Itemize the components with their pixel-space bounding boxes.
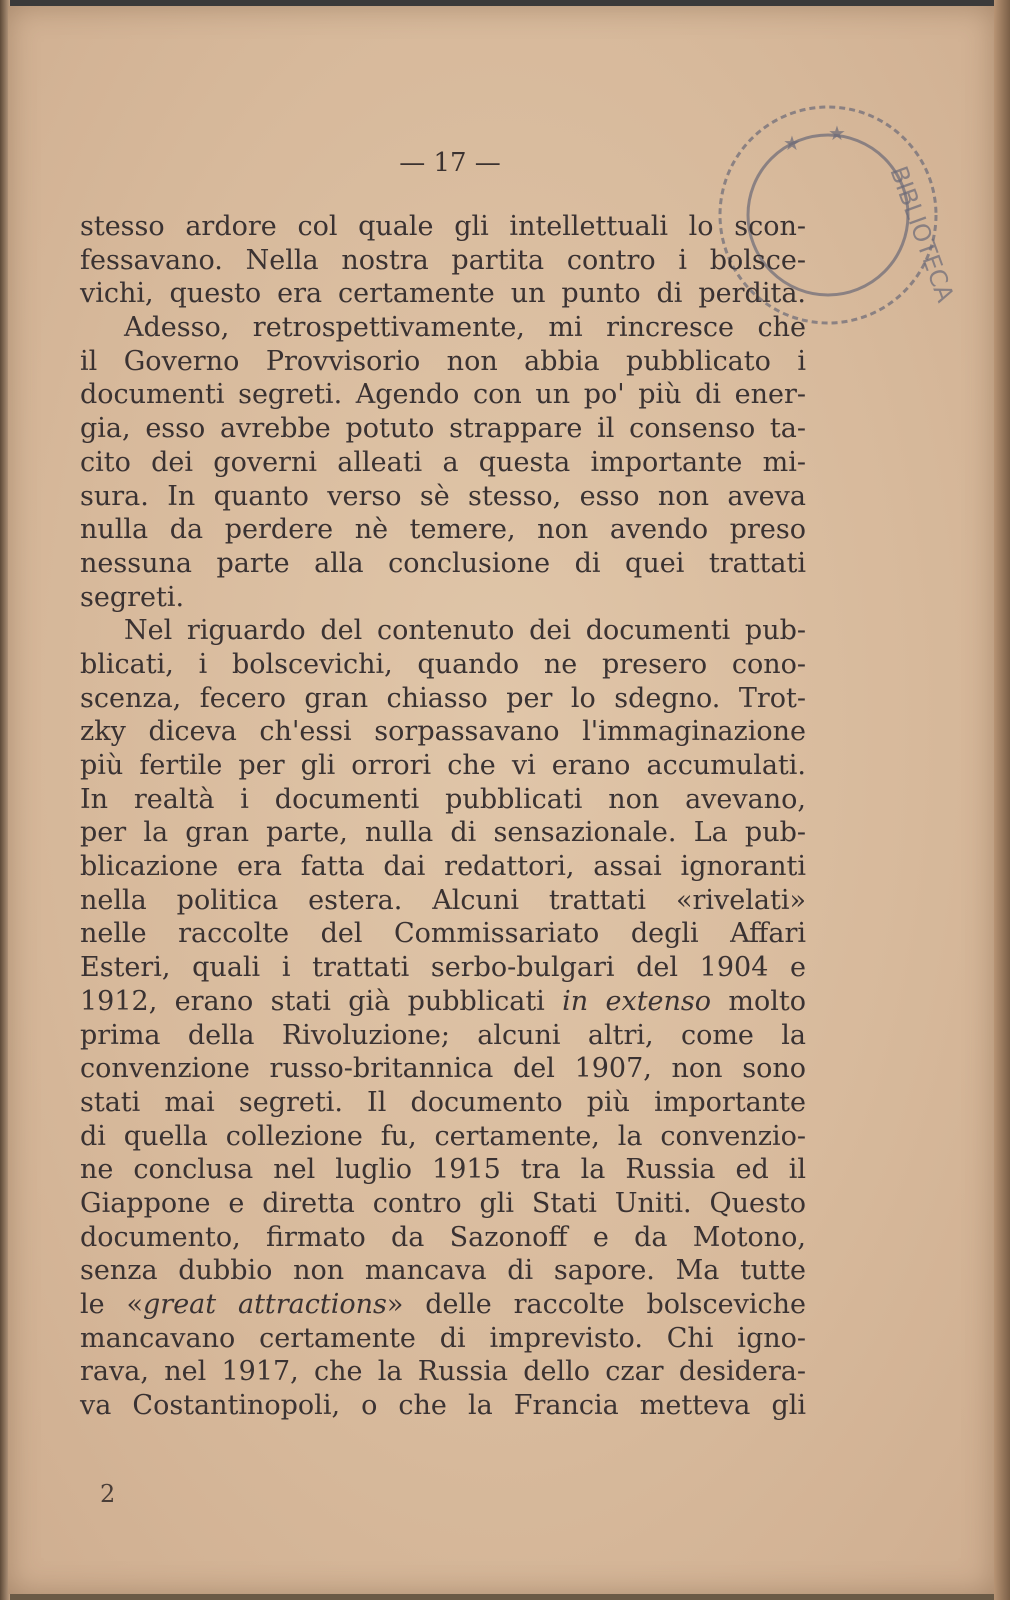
text-line: nella politica estera. Alcuni trattati «rivelati» — [80, 884, 806, 916]
text-line: Adesso, retrospettivamente, mi rincresce che — [124, 312, 806, 344]
text-line: per la gran parte, nulla di sensazionale. La pub- — [80, 817, 806, 849]
text-line: stesso ardore col quale gli intellettuali lo scon- — [80, 211, 806, 242]
text-line: documenti segreti. Agendo con un po' più di ener- — [80, 379, 806, 411]
text-line: Giappone e diretta contro gli Stati Uniti. Questo — [80, 1187, 806, 1219]
text-line: In realtà i documenti pubblicati non avevano, — [80, 783, 806, 815]
text-line: sura. In quanto verso sè stesso, esso non aveva — [80, 480, 806, 512]
svg-text:★: ★ — [828, 121, 846, 145]
paragraph-3 — [80, 614, 806, 1423]
text-line: stati mai segreti. Il documento più importante — [80, 1086, 806, 1118]
text-line: di quella collezione fu, certamente, la convenzio- — [80, 1120, 806, 1152]
text-line: rava, nel 1917, che la Russia dello czar desidera- — [80, 1356, 806, 1388]
text-line: blicati, i bolscevichi, quando ne presero cono- — [80, 648, 806, 680]
paragraph-2 — [80, 311, 806, 614]
text-line: cito dei governi alleati a questa importante mi- — [80, 446, 806, 478]
text-line: va Costantinopoli, o che la Francia metteva gli — [80, 1390, 806, 1422]
page-number: — 17 — — [399, 148, 501, 178]
text-line: segreti. — [80, 581, 185, 613]
text-line: nulla da perdere nè temere, non avendo preso — [80, 514, 806, 546]
text-line: scenza, fecero gran chiasso per lo sdegno. Trot- — [80, 682, 806, 714]
paragraph-1 — [80, 210, 806, 311]
text-line: gia, esso avrebbe potuto strappare il consenso ta- — [80, 413, 806, 445]
text-line: convenzione russo-britannica del 1907, non sono — [80, 1053, 806, 1085]
text-line: vichi, questo era certamente un punto di perdita. — [80, 278, 806, 310]
text-line: fessavano. Nella nostra partita contro i bolsce- — [80, 244, 806, 276]
signature-number: 2 — [100, 1480, 116, 1508]
text-line: più fertile per gli orrori che vi erano accumulati. — [80, 750, 806, 781]
text-line: Nel riguardo del contenuto dei documenti pub- — [124, 615, 806, 647]
book-right-edge — [994, 0, 1010, 1600]
text-line: documento, firmato da Sazonoff e da Motono, — [80, 1221, 806, 1253]
text-line: ne conclusa nel luglio 1915 tra la Russia ed il — [80, 1154, 806, 1186]
body-text — [80, 210, 806, 1423]
text-line: prima della Rivoluzione; alcuni altri, come la — [80, 1019, 806, 1051]
text-line: blicazione era fatta dai redattori, assai ignoranti — [80, 851, 806, 883]
text-line: le «great attractions» delle raccolte bolsceviche — [80, 1289, 806, 1320]
text-line: 1912, erano stati già pubblicati in extenso molto — [80, 985, 806, 1017]
text-line: Esteri, quali i trattati serbo-bulgari del 1904 e — [80, 952, 806, 984]
text-line: nelle raccolte del Commissariato degli Affari — [80, 918, 806, 950]
text-line: senza dubbio non mancava di sapore. Ma tutte — [80, 1255, 806, 1287]
text-line: nessuna parte alla conclusione di quei trattati — [80, 547, 806, 579]
text-line: zky diceva ch'essi sorpassavano l'immaginazione — [80, 716, 806, 748]
svg-text:★: ★ — [783, 131, 801, 155]
text-line: il Governo Provvisorio non abbia pubblicato i — [80, 345, 806, 377]
text-line: mancavano certamente di imprevisto. Chi igno- — [80, 1322, 806, 1354]
stamp-text: BIBLIOTECA — [884, 162, 960, 306]
